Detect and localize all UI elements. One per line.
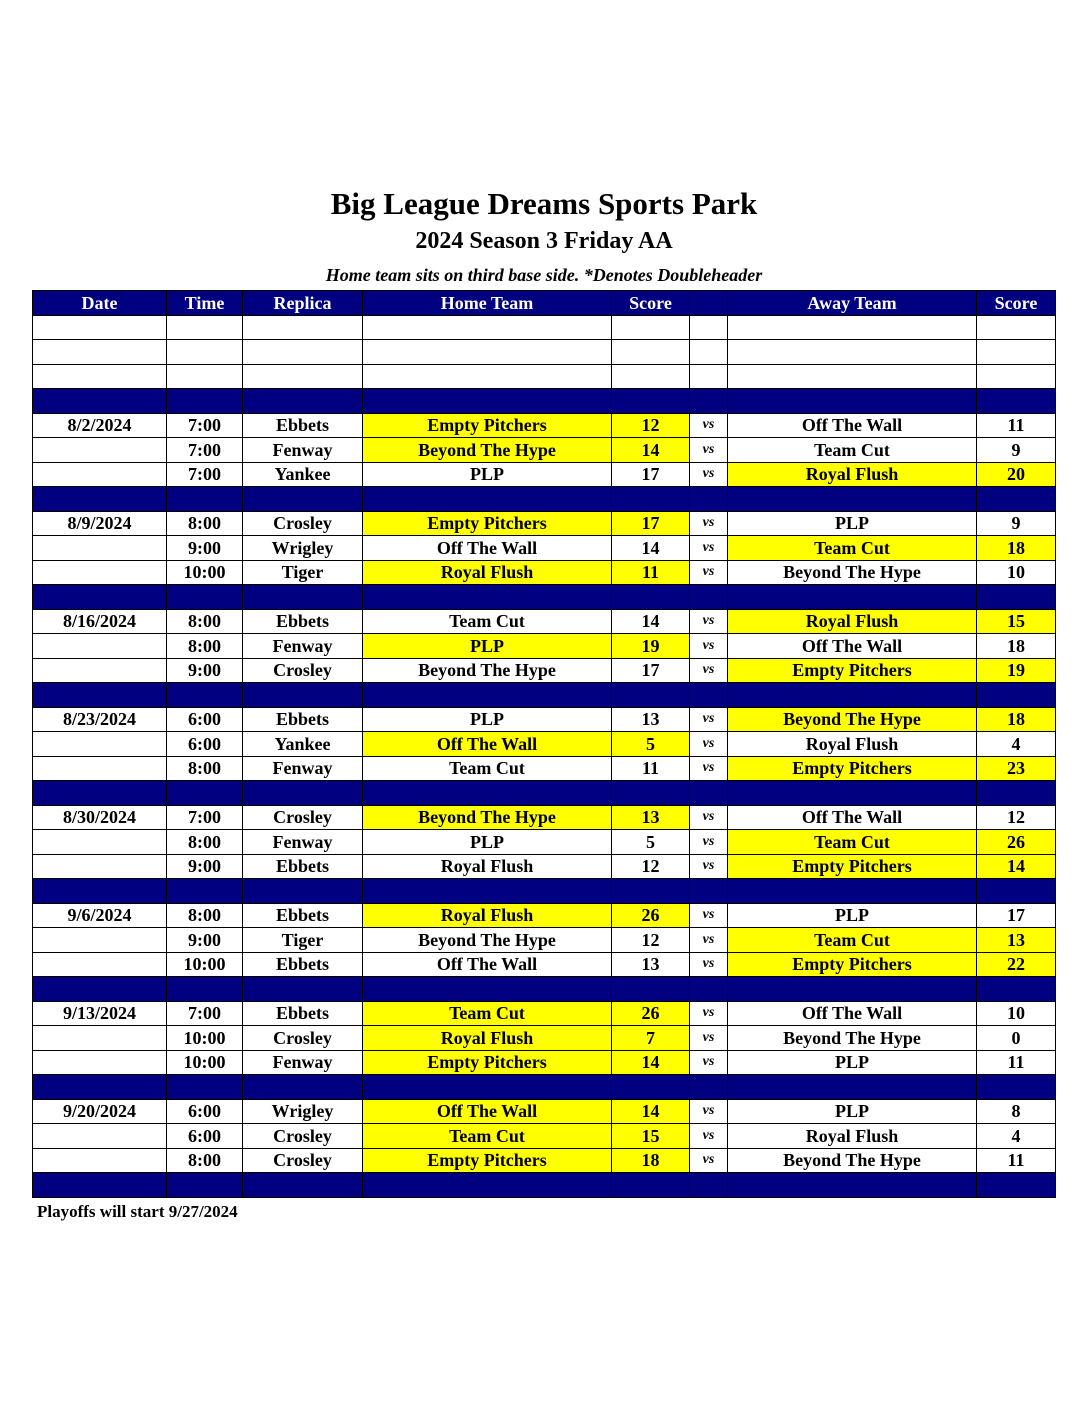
vs-label: vs bbox=[690, 854, 728, 879]
home-score: 5 bbox=[612, 830, 690, 855]
game-row bbox=[33, 1050, 1056, 1075]
vs-label: vs bbox=[690, 732, 728, 757]
game-date bbox=[33, 756, 167, 781]
game-time: 8:00 bbox=[167, 511, 243, 536]
away-score: 17 bbox=[977, 903, 1056, 928]
home-score: 7 bbox=[612, 1026, 690, 1051]
blank-row bbox=[33, 315, 1056, 340]
page-title: Big League Dreams Sports Park bbox=[330, 186, 758, 221]
schedule-table bbox=[32, 290, 1056, 1198]
away-score: 19 bbox=[977, 658, 1056, 683]
game-time: 10:00 bbox=[167, 560, 243, 585]
game-field: Ebbets bbox=[243, 609, 363, 634]
away-team: Team Cut bbox=[728, 438, 977, 463]
week-separator bbox=[33, 487, 1056, 512]
home-team: Beyond The Hype bbox=[363, 658, 612, 683]
home-score: 17 bbox=[612, 511, 690, 536]
game-date: 9/20/2024 bbox=[33, 1099, 167, 1124]
game-field: Crosley bbox=[243, 658, 363, 683]
home-score: 12 bbox=[612, 413, 690, 438]
game-field: Crosley bbox=[243, 511, 363, 536]
home-score: 14 bbox=[612, 1050, 690, 1075]
game-field: Crosley bbox=[243, 1026, 363, 1051]
game-row bbox=[33, 658, 1056, 683]
game-date bbox=[33, 1026, 167, 1051]
home-team: Beyond The Hype bbox=[363, 805, 612, 830]
vs-label: vs bbox=[690, 1026, 728, 1051]
game-time: 8:00 bbox=[167, 903, 243, 928]
home-score: 14 bbox=[612, 438, 690, 463]
game-field: Yankee bbox=[243, 462, 363, 487]
home-score: 26 bbox=[612, 903, 690, 928]
away-score: 9 bbox=[977, 511, 1056, 536]
home-team: PLP bbox=[363, 634, 612, 659]
vs-label: vs bbox=[690, 707, 728, 732]
game-time: 10:00 bbox=[167, 1026, 243, 1051]
page-subtitle: 2024 Season 3 Friday AA bbox=[415, 228, 673, 254]
vs-label: vs bbox=[690, 952, 728, 977]
away-score: 22 bbox=[977, 952, 1056, 977]
vs-label: vs bbox=[690, 756, 728, 781]
game-date: 9/13/2024 bbox=[33, 1001, 167, 1026]
game-date: 8/2/2024 bbox=[33, 413, 167, 438]
home-score: 5 bbox=[612, 732, 690, 757]
home-team: Team Cut bbox=[363, 1001, 612, 1026]
schedule-note: Home team sits on third base side. *Denotes Doubleheader bbox=[325, 265, 763, 285]
game-date: 8/9/2024 bbox=[33, 511, 167, 536]
away-team: Empty Pitchers bbox=[728, 854, 977, 879]
game-time: 6:00 bbox=[167, 732, 243, 757]
home-score: 26 bbox=[612, 1001, 690, 1026]
vs-label: vs bbox=[690, 1001, 728, 1026]
game-time: 8:00 bbox=[167, 830, 243, 855]
away-team: Beyond The Hype bbox=[728, 560, 977, 585]
game-date bbox=[33, 1124, 167, 1149]
away-score: 18 bbox=[977, 707, 1056, 732]
game-time: 9:00 bbox=[167, 658, 243, 683]
game-date: 8/23/2024 bbox=[33, 707, 167, 732]
home-team: Beyond The Hype bbox=[363, 928, 612, 953]
away-team: Team Cut bbox=[728, 830, 977, 855]
home-team: Off The Wall bbox=[363, 732, 612, 757]
week-separator bbox=[33, 781, 1056, 806]
game-row bbox=[33, 511, 1056, 536]
away-score: 23 bbox=[977, 756, 1056, 781]
game-field: Crosley bbox=[243, 805, 363, 830]
home-score: 19 bbox=[612, 634, 690, 659]
game-field: Crosley bbox=[243, 1124, 363, 1149]
game-field: Wrigley bbox=[243, 536, 363, 561]
away-score: 15 bbox=[977, 609, 1056, 634]
away-team: Off The Wall bbox=[728, 805, 977, 830]
col-home-team: Home Team bbox=[363, 291, 612, 316]
game-field: Fenway bbox=[243, 830, 363, 855]
game-date bbox=[33, 854, 167, 879]
home-team: Beyond The Hype bbox=[363, 438, 612, 463]
away-team: Empty Pitchers bbox=[728, 952, 977, 977]
away-team: Off The Wall bbox=[728, 634, 977, 659]
game-row bbox=[33, 952, 1056, 977]
game-row bbox=[33, 805, 1056, 830]
home-team: Off The Wall bbox=[363, 1099, 612, 1124]
vs-label: vs bbox=[690, 634, 728, 659]
game-time: 9:00 bbox=[167, 928, 243, 953]
home-team: Empty Pitchers bbox=[363, 511, 612, 536]
away-score: 18 bbox=[977, 634, 1056, 659]
game-field: Fenway bbox=[243, 438, 363, 463]
vs-label: vs bbox=[690, 1148, 728, 1173]
away-team: Royal Flush bbox=[728, 732, 977, 757]
home-team: Empty Pitchers bbox=[363, 1148, 612, 1173]
game-row bbox=[33, 707, 1056, 732]
week-separator bbox=[33, 389, 1056, 414]
away-score: 10 bbox=[977, 1001, 1056, 1026]
home-score: 18 bbox=[612, 1148, 690, 1173]
home-team: PLP bbox=[363, 707, 612, 732]
game-field: Ebbets bbox=[243, 854, 363, 879]
game-date bbox=[33, 462, 167, 487]
vs-label: vs bbox=[690, 560, 728, 585]
game-date bbox=[33, 928, 167, 953]
away-team: Beyond The Hype bbox=[728, 1026, 977, 1051]
game-time: 7:00 bbox=[167, 1001, 243, 1026]
game-date: 9/6/2024 bbox=[33, 903, 167, 928]
week-separator bbox=[33, 879, 1056, 904]
game-date bbox=[33, 952, 167, 977]
game-field: Fenway bbox=[243, 1050, 363, 1075]
away-team: PLP bbox=[728, 1050, 977, 1075]
away-score: 4 bbox=[977, 1124, 1056, 1149]
game-row bbox=[33, 1124, 1056, 1149]
game-time: 6:00 bbox=[167, 1099, 243, 1124]
away-score: 0 bbox=[977, 1026, 1056, 1051]
away-team: PLP bbox=[728, 903, 977, 928]
vs-label: vs bbox=[690, 1124, 728, 1149]
game-row bbox=[33, 560, 1056, 585]
game-date bbox=[33, 732, 167, 757]
blank-row bbox=[33, 364, 1056, 389]
away-score: 12 bbox=[977, 805, 1056, 830]
game-field: Fenway bbox=[243, 756, 363, 781]
away-score: 11 bbox=[977, 1148, 1056, 1173]
away-score: 10 bbox=[977, 560, 1056, 585]
home-score: 12 bbox=[612, 928, 690, 953]
away-team: Beyond The Hype bbox=[728, 707, 977, 732]
away-score: 26 bbox=[977, 830, 1056, 855]
away-team: Off The Wall bbox=[728, 1001, 977, 1026]
home-score: 17 bbox=[612, 462, 690, 487]
game-time: 8:00 bbox=[167, 634, 243, 659]
playoffs-note: Playoffs will start 9/27/2024 bbox=[37, 1202, 238, 1221]
week-separator bbox=[33, 977, 1056, 1002]
away-team: Empty Pitchers bbox=[728, 756, 977, 781]
away-team: Team Cut bbox=[728, 928, 977, 953]
vs-label: vs bbox=[690, 511, 728, 536]
game-row bbox=[33, 609, 1056, 634]
home-score: 11 bbox=[612, 560, 690, 585]
game-row bbox=[33, 1099, 1056, 1124]
vs-label: vs bbox=[690, 1099, 728, 1124]
vs-label: vs bbox=[690, 830, 728, 855]
away-score: 4 bbox=[977, 732, 1056, 757]
game-row bbox=[33, 903, 1056, 928]
game-row bbox=[33, 413, 1056, 438]
game-row bbox=[33, 854, 1056, 879]
home-team: Royal Flush bbox=[363, 854, 612, 879]
game-date bbox=[33, 438, 167, 463]
home-score: 14 bbox=[612, 609, 690, 634]
home-team: Royal Flush bbox=[363, 1026, 612, 1051]
home-score: 17 bbox=[612, 658, 690, 683]
home-team: Team Cut bbox=[363, 756, 612, 781]
game-date bbox=[33, 1148, 167, 1173]
away-score: 18 bbox=[977, 536, 1056, 561]
game-row bbox=[33, 756, 1056, 781]
game-time: 6:00 bbox=[167, 1124, 243, 1149]
home-score: 14 bbox=[612, 1099, 690, 1124]
away-team: PLP bbox=[728, 1099, 977, 1124]
schedule-header bbox=[33, 291, 1056, 316]
col-home-score: Score bbox=[612, 291, 690, 316]
home-team: Off The Wall bbox=[363, 952, 612, 977]
blank-row bbox=[33, 340, 1056, 365]
game-date bbox=[33, 1050, 167, 1075]
home-team: Royal Flush bbox=[363, 560, 612, 585]
away-score: 11 bbox=[977, 1050, 1056, 1075]
vs-label: vs bbox=[690, 462, 728, 487]
game-field: Ebbets bbox=[243, 413, 363, 438]
vs-label: vs bbox=[690, 438, 728, 463]
away-team: Off The Wall bbox=[728, 413, 977, 438]
home-team: Empty Pitchers bbox=[363, 1050, 612, 1075]
game-row bbox=[33, 634, 1056, 659]
home-score: 13 bbox=[612, 805, 690, 830]
game-row bbox=[33, 1026, 1056, 1051]
home-team: Team Cut bbox=[363, 1124, 612, 1149]
col-replica: Replica bbox=[243, 291, 363, 316]
vs-label: vs bbox=[690, 413, 728, 438]
away-team: PLP bbox=[728, 511, 977, 536]
away-team: Beyond The Hype bbox=[728, 1148, 977, 1173]
game-time: 7:00 bbox=[167, 413, 243, 438]
game-row bbox=[33, 928, 1056, 953]
game-field: Ebbets bbox=[243, 952, 363, 977]
away-score: 20 bbox=[977, 462, 1056, 487]
game-time: 6:00 bbox=[167, 707, 243, 732]
away-score: 9 bbox=[977, 438, 1056, 463]
home-team: Team Cut bbox=[363, 609, 612, 634]
away-team: Royal Flush bbox=[728, 1124, 977, 1149]
away-score: 13 bbox=[977, 928, 1056, 953]
home-team: PLP bbox=[363, 830, 612, 855]
game-date bbox=[33, 634, 167, 659]
vs-label: vs bbox=[690, 805, 728, 830]
game-row bbox=[33, 462, 1056, 487]
away-team: Empty Pitchers bbox=[728, 658, 977, 683]
col-time: Time bbox=[167, 291, 243, 316]
week-separator bbox=[33, 1075, 1056, 1100]
game-date bbox=[33, 560, 167, 585]
game-time: 10:00 bbox=[167, 1050, 243, 1075]
game-row bbox=[33, 1148, 1056, 1173]
vs-label: vs bbox=[690, 609, 728, 634]
home-team: Off The Wall bbox=[363, 536, 612, 561]
game-field: Tiger bbox=[243, 928, 363, 953]
away-score: 11 bbox=[977, 413, 1056, 438]
away-score: 8 bbox=[977, 1099, 1056, 1124]
game-time: 7:00 bbox=[167, 805, 243, 830]
home-score: 13 bbox=[612, 707, 690, 732]
week-separator bbox=[33, 1173, 1056, 1198]
game-date: 8/16/2024 bbox=[33, 609, 167, 634]
vs-label: vs bbox=[690, 536, 728, 561]
home-score: 12 bbox=[612, 854, 690, 879]
game-field: Tiger bbox=[243, 560, 363, 585]
col-vs bbox=[690, 291, 728, 316]
home-score: 14 bbox=[612, 536, 690, 561]
home-team: PLP bbox=[363, 462, 612, 487]
vs-label: vs bbox=[690, 928, 728, 953]
schedule-body bbox=[33, 315, 1056, 1197]
week-separator bbox=[33, 683, 1056, 708]
col-away-team: Away Team bbox=[728, 291, 977, 316]
away-team: Royal Flush bbox=[728, 462, 977, 487]
game-row bbox=[33, 1001, 1056, 1026]
game-field: Ebbets bbox=[243, 1001, 363, 1026]
vs-label: vs bbox=[690, 658, 728, 683]
game-time: 9:00 bbox=[167, 536, 243, 561]
game-date bbox=[33, 830, 167, 855]
game-time: 8:00 bbox=[167, 1148, 243, 1173]
game-field: Crosley bbox=[243, 1148, 363, 1173]
game-time: 7:00 bbox=[167, 462, 243, 487]
game-date bbox=[33, 658, 167, 683]
game-time: 8:00 bbox=[167, 756, 243, 781]
game-field: Ebbets bbox=[243, 707, 363, 732]
game-time: 9:00 bbox=[167, 854, 243, 879]
game-time: 8:00 bbox=[167, 609, 243, 634]
game-field: Wrigley bbox=[243, 1099, 363, 1124]
game-time: 7:00 bbox=[167, 438, 243, 463]
week-separator bbox=[33, 585, 1056, 610]
home-score: 15 bbox=[612, 1124, 690, 1149]
game-date bbox=[33, 536, 167, 561]
col-away-score: Score bbox=[977, 291, 1056, 316]
game-field: Ebbets bbox=[243, 903, 363, 928]
vs-label: vs bbox=[690, 903, 728, 928]
game-row bbox=[33, 438, 1056, 463]
home-score: 11 bbox=[612, 756, 690, 781]
game-time: 10:00 bbox=[167, 952, 243, 977]
col-date: Date bbox=[33, 291, 167, 316]
away-team: Royal Flush bbox=[728, 609, 977, 634]
home-score: 13 bbox=[612, 952, 690, 977]
game-field: Fenway bbox=[243, 634, 363, 659]
game-row bbox=[33, 732, 1056, 757]
home-team: Royal Flush bbox=[363, 903, 612, 928]
game-row bbox=[33, 830, 1056, 855]
home-team: Empty Pitchers bbox=[363, 413, 612, 438]
away-score: 14 bbox=[977, 854, 1056, 879]
game-field: Yankee bbox=[243, 732, 363, 757]
game-date: 8/30/2024 bbox=[33, 805, 167, 830]
away-team: Team Cut bbox=[728, 536, 977, 561]
game-row bbox=[33, 536, 1056, 561]
vs-label: vs bbox=[690, 1050, 728, 1075]
